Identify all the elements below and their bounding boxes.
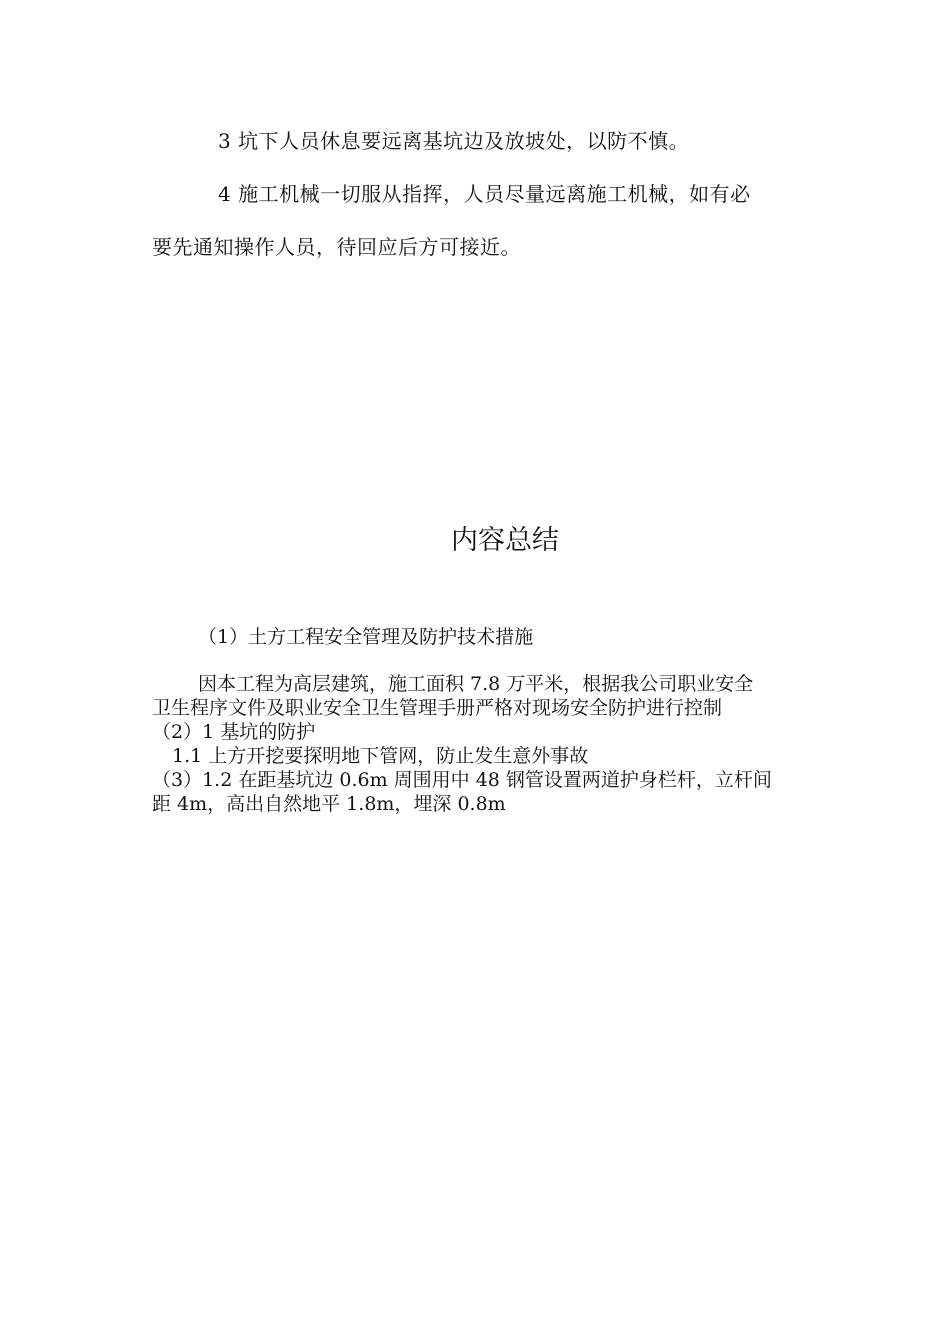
summary-paragraph-1-line-1: 因本工程为高层建筑，施工面积 7.8 万平米，根据我公司职业安全 <box>198 673 754 695</box>
summary-item-2: （2）1 基坑的防护 <box>152 721 316 743</box>
summary-title: 内容总结 <box>451 525 559 556</box>
paragraph-item-4-line-2: 要先通知操作人员，待回应后方可接近。 <box>152 235 521 259</box>
summary-paragraph-1-line-2: 卫生程序文件及职业安全卫生管理手册严格对现场安全防护进行控制 <box>152 697 723 719</box>
paragraph-item-3: 3 坑下人员休息要远离基坑边及放坡处，以防不慎。 <box>218 129 690 153</box>
paragraph-item-4-line-1: 4 施工机械一切服从指挥，人员尽量远离施工机械，如有必 <box>218 182 751 206</box>
summary-heading-1: （1）土方工程安全管理及防护技术措施 <box>198 626 534 648</box>
summary-item-3-line-1: （3）1.2 在距基坑边 0.6m 周围用中 48 钢管设置两道护身栏杆，立杆间 <box>152 769 772 791</box>
summary-item-3-line-2: 距 4m，高出自然地平 1.8m，埋深 0.8m <box>152 793 506 815</box>
summary-item-2-1: 1.1 上方开挖要探明地下管网，防止发生意外事故 <box>172 745 589 767</box>
